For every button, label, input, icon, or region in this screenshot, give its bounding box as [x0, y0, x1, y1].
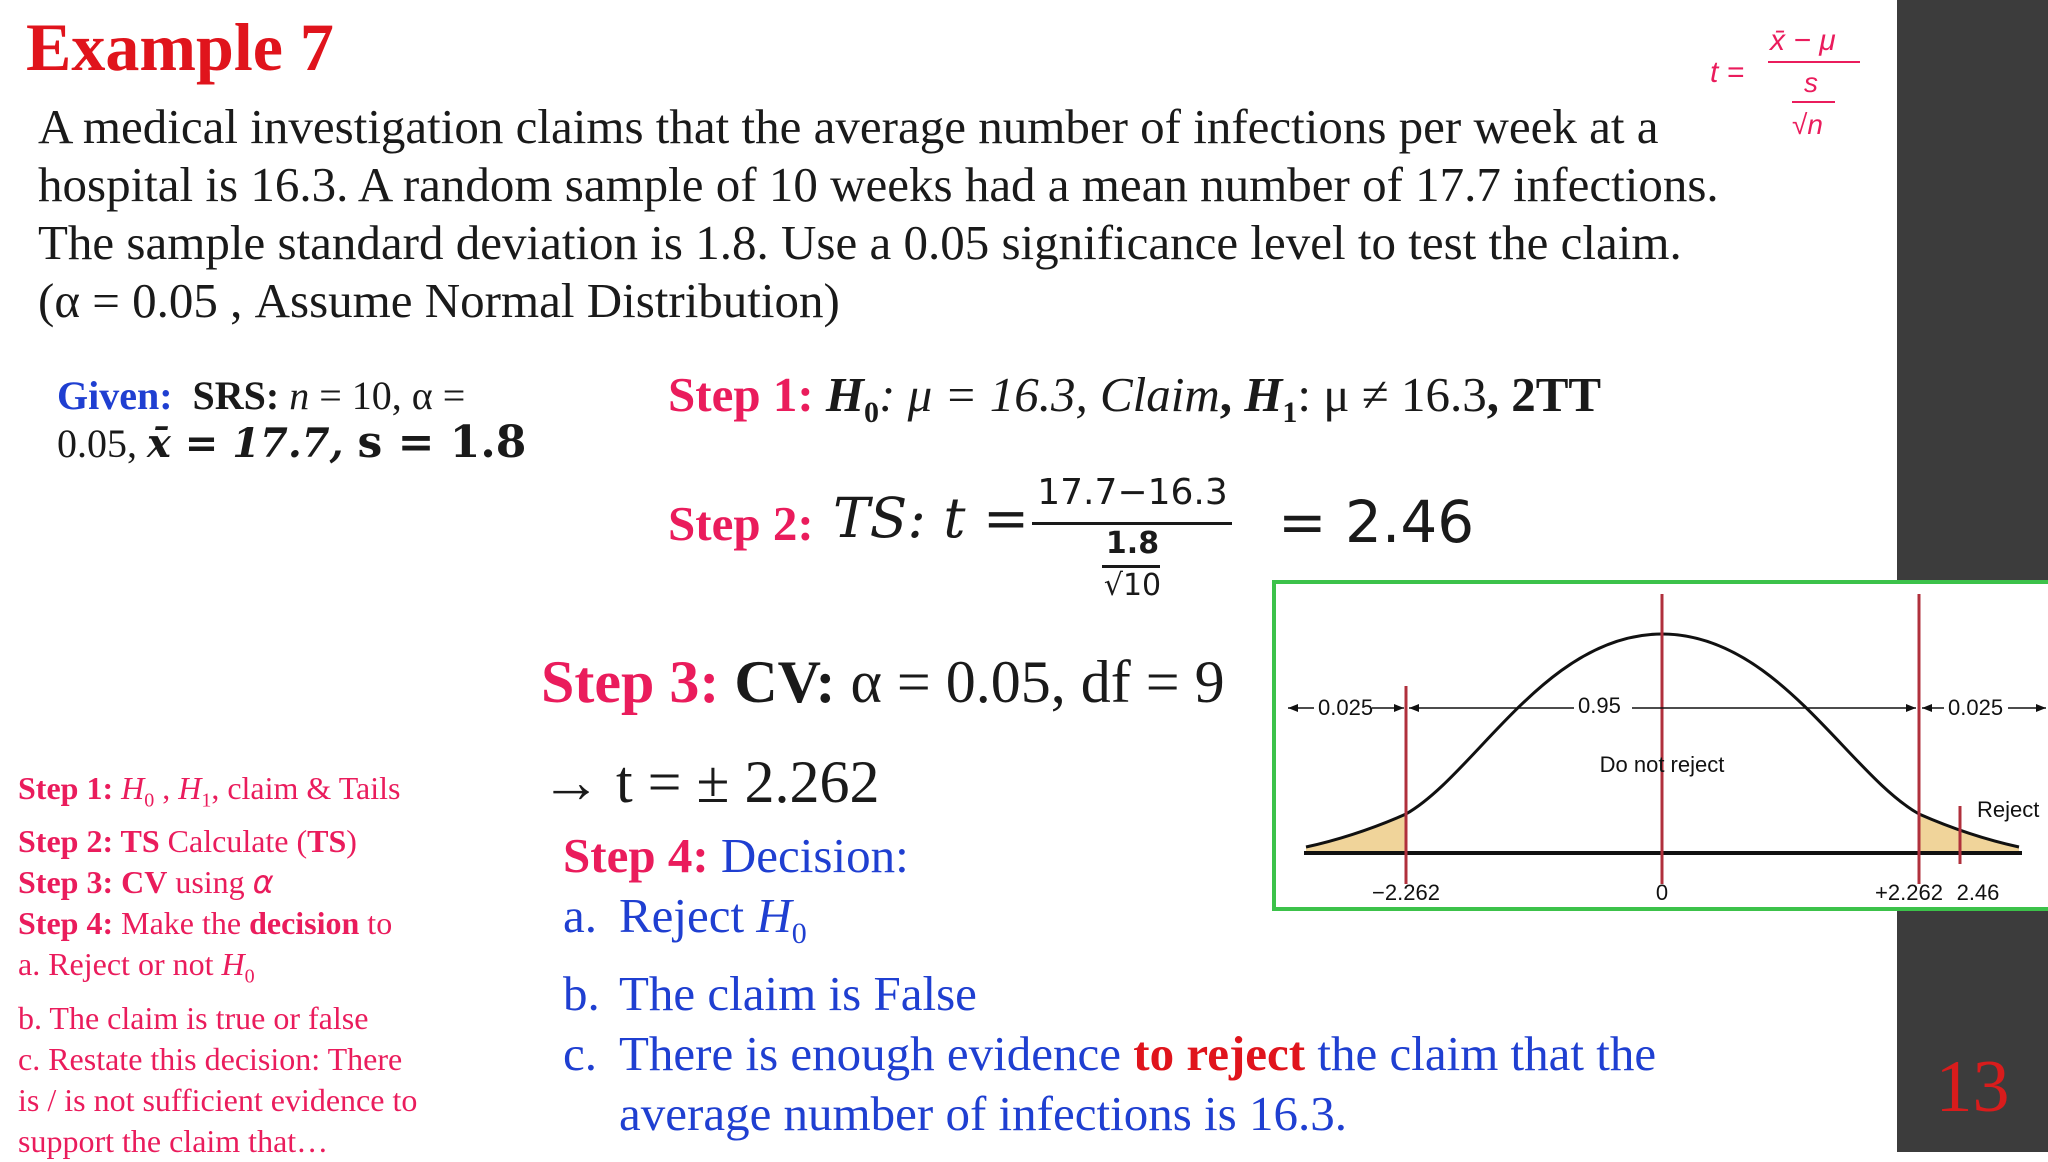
step4-c-pre: There is enough evidence: [619, 1025, 1134, 1081]
given-n-rest: = 10, α =: [309, 373, 466, 418]
reject-label: Reject: [1977, 797, 2040, 822]
step3: [541, 648, 1225, 717]
step1-comma: ,: [1219, 367, 1245, 422]
guide-s2-ts: TS: [120, 823, 160, 860]
problem-line: A medical investigation claims that the average number of infections per week at a: [38, 99, 1659, 154]
step2-label: Step 2:: [668, 496, 814, 551]
step4-label: Step 4:: [563, 828, 721, 883]
step3-label: Step 3:: [541, 649, 735, 715]
step4-a-sub: 0: [791, 916, 807, 950]
step4-c-label: c.: [563, 1025, 597, 1081]
right-area-label: 0.025: [1948, 695, 2004, 720]
guide-s4-pre: Make the: [121, 905, 250, 942]
problem-statement: [38, 98, 1838, 330]
tick-label: 2.46: [1956, 880, 2000, 905]
fraction-bar: [1032, 522, 1232, 525]
tick-label: −2.262: [1372, 880, 1440, 905]
tick-label: 0: [1655, 880, 1669, 905]
step4-b-label: b.: [563, 965, 600, 1021]
given-s: s = 1.8: [357, 417, 527, 468]
guide-s3-cv: CV: [121, 864, 168, 901]
step1: [668, 366, 1601, 430]
step4-a-h: H: [756, 888, 792, 943]
guide-s2-label: Step 2:: [18, 823, 121, 860]
guide-h0-sub: 0: [144, 789, 155, 812]
step2-denom-top: 1.8: [1105, 526, 1160, 561]
problem-line: The sample standard deviation is 1.8. Use a 0.05 significance level to test the claim.: [38, 215, 1682, 270]
slide-title: Example 7: [26, 9, 334, 85]
guide-s4-post: to: [359, 905, 393, 942]
guide-b: b. The claim is true or false: [18, 999, 369, 1036]
step4-c-line2: average number of infections is 16.3.: [619, 1085, 1347, 1141]
given-alpha-value: 0.05,: [57, 421, 147, 466]
formula-denom-bottom: √n: [1792, 109, 1823, 140]
guide-s2-ts2: TS: [307, 823, 347, 860]
problem-line: hospital is 16.3. A random sample of 10 weeks had a mean number of 17.7 infections.: [38, 157, 1719, 212]
guide-s4-label: Step 4:: [18, 905, 122, 942]
right-sidebar: [1897, 0, 2048, 1152]
step1-null: : μ = 16.3, Claim: [879, 367, 1220, 422]
given-label: Given:: [57, 373, 173, 418]
h0-sub: 0: [864, 395, 880, 429]
guide-sep: ,: [154, 770, 179, 806]
guide-s2-mid: Calculate (: [159, 823, 308, 860]
guide-h1: H: [178, 770, 202, 806]
tick-label: +2.262: [1875, 880, 1943, 905]
step2-ts: TS: t =: [833, 486, 1030, 550]
given-xbar: x̄ = 17.7,: [147, 420, 358, 467]
guide-s1-label: Step 1:: [18, 770, 122, 806]
step1-alt: : μ ≠ 16.3: [1297, 367, 1487, 422]
distribution-chart: [1272, 580, 2048, 911]
guide-s3-label: Step 3:: [18, 864, 122, 901]
step4-a-label: a.: [563, 888, 597, 943]
formula-denom-top: s: [1804, 67, 1818, 98]
step4-c-emph: to reject: [1133, 1025, 1306, 1081]
guide-s3-alpha: α: [252, 863, 274, 902]
steps-guide: [18, 768, 458, 1162]
guide-s1-rest: , claim & Tails: [211, 770, 401, 806]
step3-cv: CV:: [734, 649, 851, 715]
step2-numerator: 17.7−16.3: [1037, 472, 1228, 513]
h1-sub: 1: [1282, 395, 1298, 429]
guide-a-sub: 0: [244, 965, 255, 988]
guide-c1: c. Restate this decision: There: [18, 1040, 403, 1077]
step3-rest: α = 0.05, df = 9: [850, 649, 1225, 715]
guide-s3-rest: using: [167, 864, 253, 901]
page-number: 13: [1935, 1046, 2010, 1128]
h1: H: [1244, 367, 1283, 422]
distribution-svg: [1276, 584, 2048, 907]
step3-critical: → t = ± 2.262: [541, 749, 880, 815]
left-area-label: 0.025: [1318, 695, 1374, 720]
guide-s2-end: ): [346, 823, 357, 860]
guide-c3: support the claim that…: [18, 1122, 329, 1159]
h0: H: [825, 367, 865, 422]
step4-a-text: Reject: [619, 888, 757, 943]
step1-tails: , 2TT: [1486, 367, 1602, 422]
formula-t: t =: [1710, 56, 1745, 89]
n-symbol: n: [289, 373, 310, 418]
guide-a-h: H: [221, 946, 245, 983]
srs-label: SRS:: [192, 373, 280, 418]
middle-area-label: 0.95: [1578, 693, 1621, 718]
step2-result: = 2.46: [1278, 488, 1475, 556]
step4-b-text: The claim is False: [619, 965, 977, 1021]
step4-decision: Decision:: [720, 828, 909, 883]
step2-denom-bottom: √10: [1103, 568, 1162, 603]
guide-h1-sub: 1: [201, 789, 212, 812]
given-block: [57, 372, 537, 467]
step1-label: Step 1:: [668, 367, 826, 422]
guide-c2: is / is not sufficient evidence to: [18, 1081, 418, 1118]
guide-h0: H: [121, 770, 145, 806]
guide-s4-decision: decision: [249, 905, 360, 942]
do-not-reject-label: Do not reject: [1599, 752, 1725, 777]
problem-line: (α = 0.05 , Assume Normal Distribution): [38, 273, 840, 328]
guide-a: a. Reject or not: [18, 946, 222, 983]
formula-numerator: x̄ − μ: [1770, 24, 1836, 57]
step4-c-post: the claim that the: [1305, 1025, 1657, 1081]
